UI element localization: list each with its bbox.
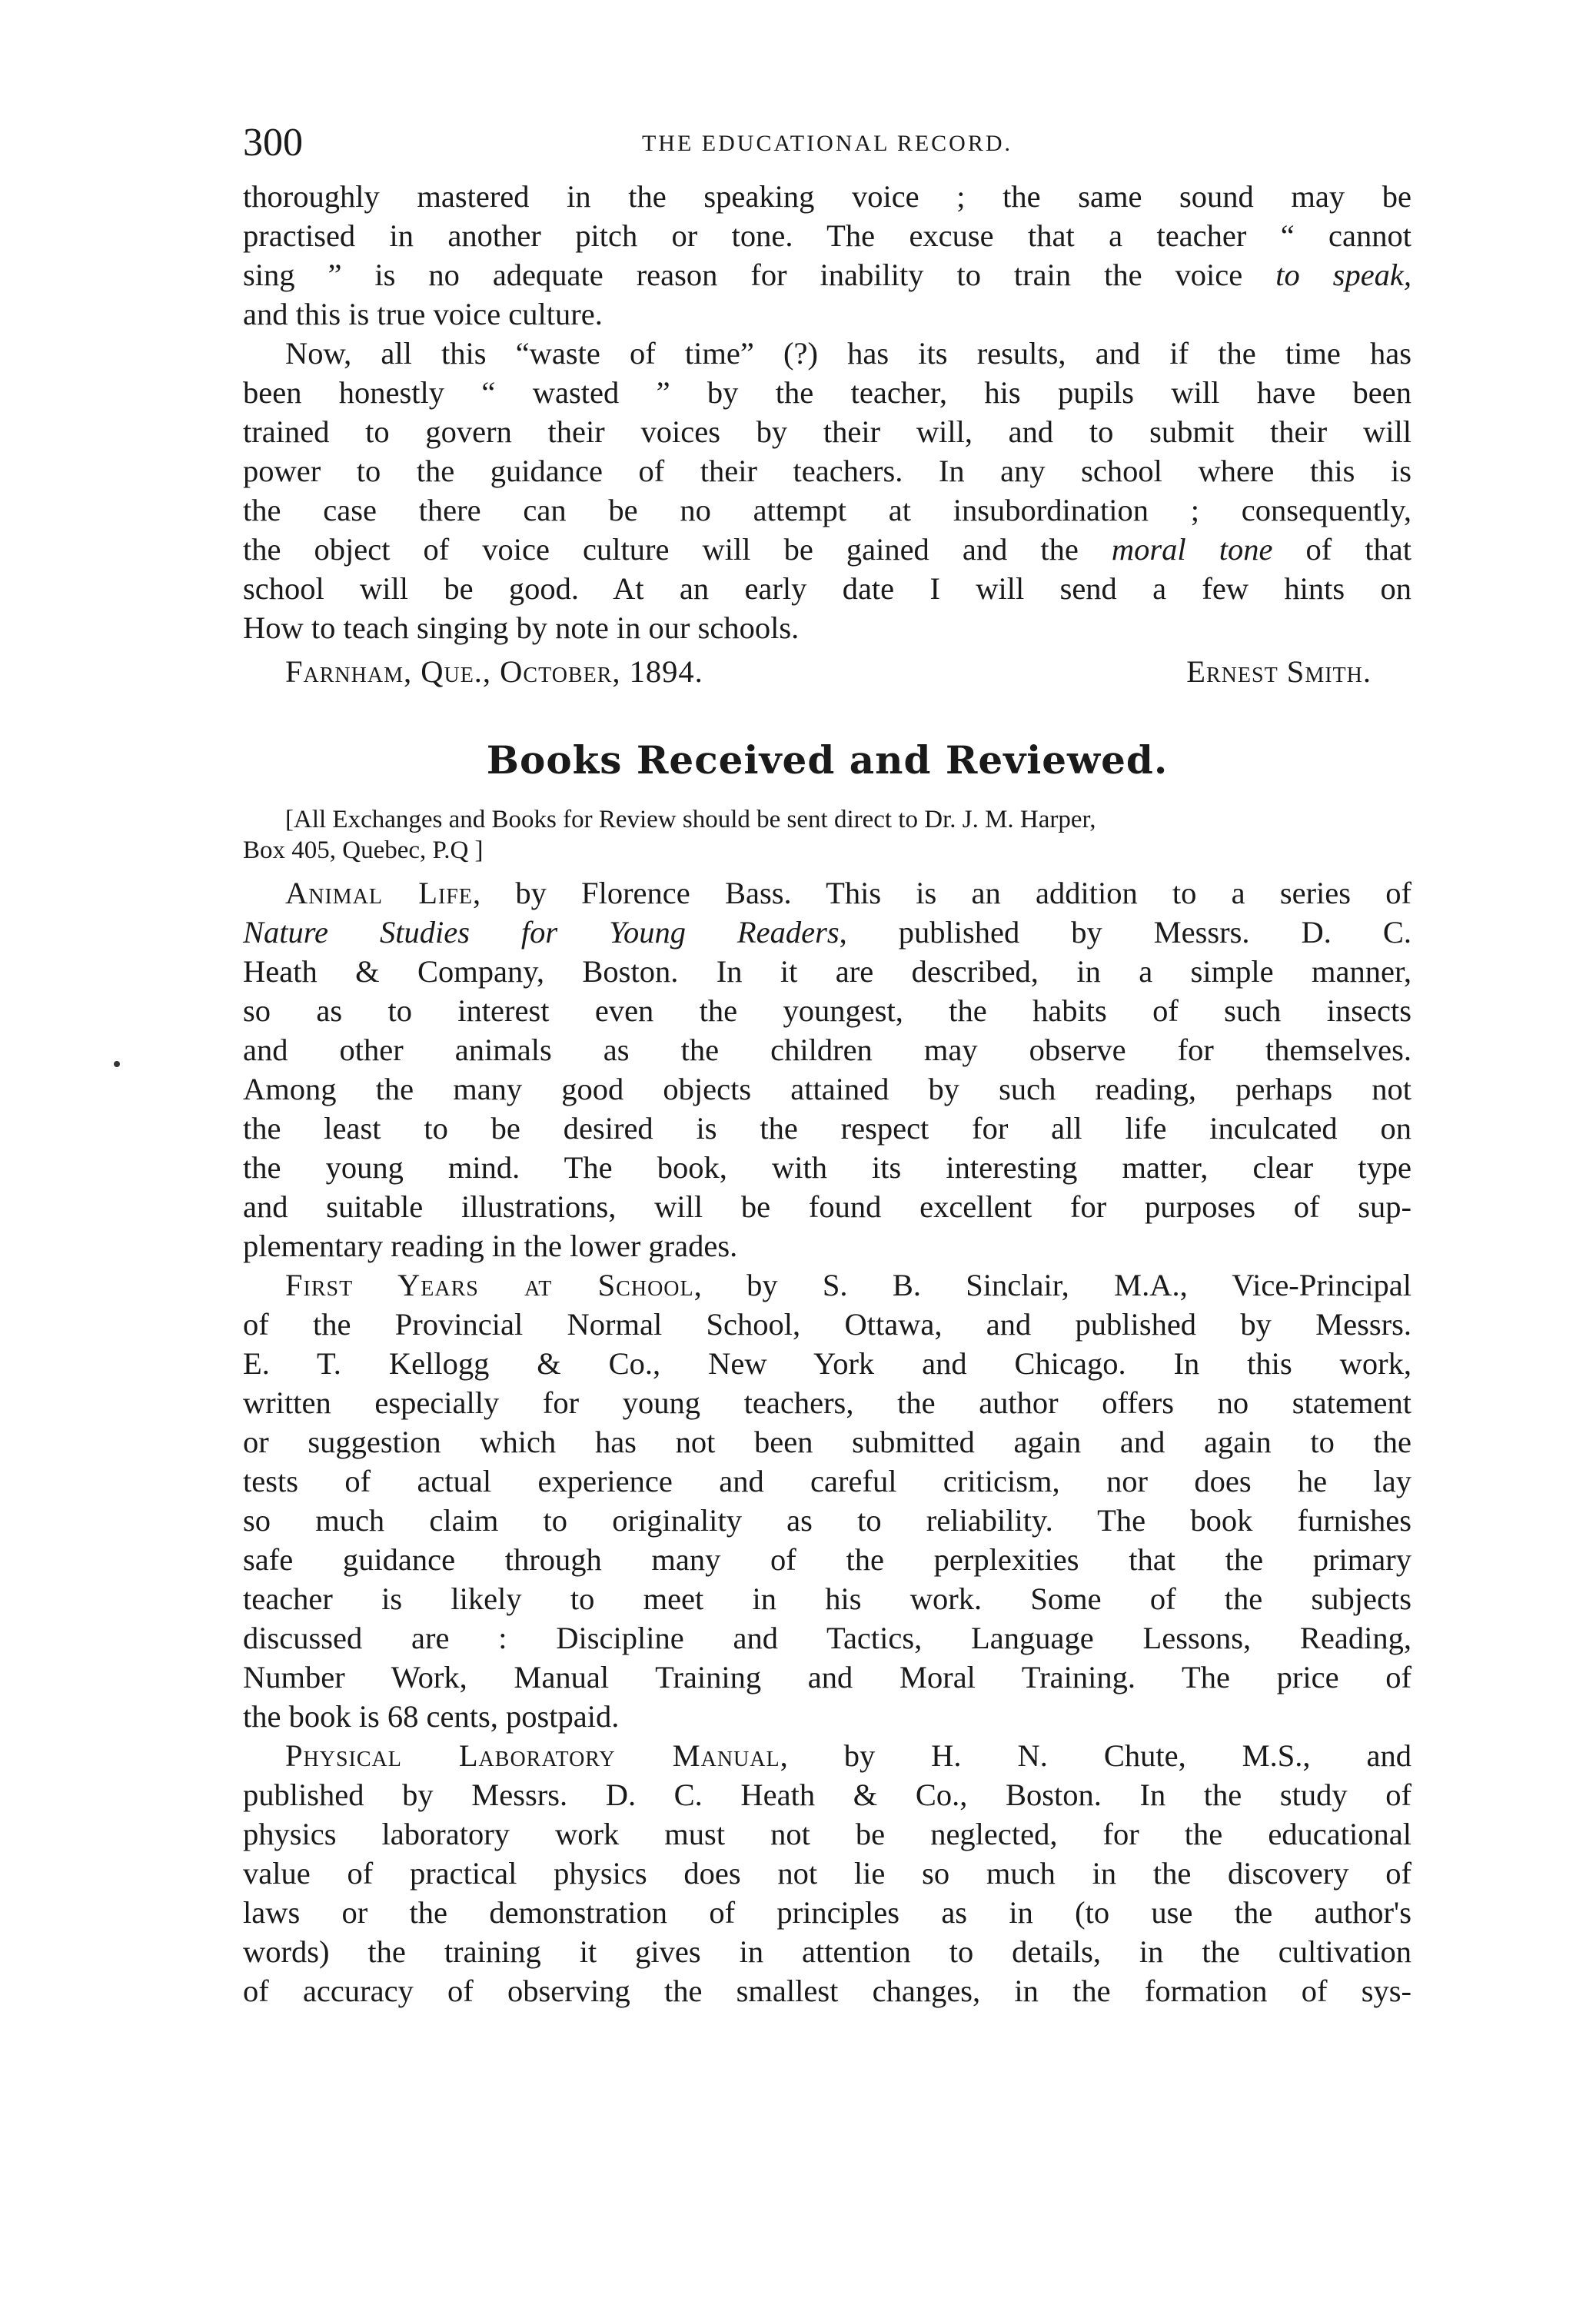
body-line: thoroughly mastered in the speaking voice ; the same sound may be — [243, 179, 1411, 214]
body-line: plementary reading in the lower grades. — [243, 1229, 738, 1263]
review-first-years-at-school — [243, 1265, 1411, 1736]
document-page — [243, 115, 1411, 2010]
notice-line: Box 405, Quebec, P.Q ] — [243, 836, 484, 864]
review-animal-life — [243, 873, 1411, 1265]
body-line: the case there can be no attempt at insubordination ; consequently, — [243, 493, 1411, 527]
submission-notice — [243, 804, 1411, 866]
body-line: so much claim to originality as to reliability. The book furnishes — [243, 1503, 1411, 1538]
body-line: safe guidance through many of the perplexities that the primary — [243, 1542, 1411, 1577]
section-heading: Books Received and Reviewed. — [486, 737, 1169, 783]
series-title: Nature Studies for Young Readers — [243, 915, 840, 949]
body-line: of the Provincial Normal School, Ottawa, and published by Messrs. — [243, 1307, 1411, 1342]
body-line: First Years at School, by S. B. Sinclair, M.A., Vice-Principal — [285, 1268, 1411, 1302]
body-line: Among the many good objects attained by such reading, perhaps not — [243, 1072, 1411, 1106]
body-line: the book is 68 cents, postpaid. — [243, 1699, 620, 1734]
body-line: and other animals as the children may observe for themselves. — [243, 1033, 1411, 1067]
italic-phrase: moral tone — [1111, 532, 1273, 567]
body-line: so as to interest even the youngest, the habits of such insects — [243, 993, 1411, 1028]
review-title: First Years at School — [285, 1268, 694, 1302]
page-number: 300 — [243, 121, 303, 165]
signature-place: Farnham, Que., October, 1894. — [285, 654, 703, 689]
body-line: laws or the demonstration of principles as in (to use the author's — [243, 1895, 1411, 1930]
body-line: and suitable illustrations, will be found excellent for purposes of sup- — [243, 1189, 1411, 1224]
body-line: school will be good. At an early date I will send a few hints on — [243, 571, 1411, 606]
body-line: published by Messrs. D. C. Heath & Co., Boston. In the study of — [243, 1778, 1411, 1812]
body-line: the young mind. The book, with its interesting matter, clear type — [243, 1150, 1411, 1185]
body-line: sing ” is no adequate reason for inability to train the voice to speak, — [243, 258, 1412, 292]
body-line: tests of actual experience and careful criticism, nor does he lay — [243, 1464, 1411, 1498]
body-line: or suggestion which has not been submitted again and again to the — [243, 1425, 1411, 1459]
body-line: Nature Studies for Young Readers, published by Messrs. D. C. — [243, 915, 1412, 949]
body-line: written especially for young teachers, the author offers no statement — [243, 1385, 1411, 1420]
body-line: E. T. Kellogg & Co., New York and Chicago. In this work, — [243, 1346, 1411, 1381]
body-line: Heath & Company, Boston. In it are described, in a simple manner, — [243, 954, 1411, 989]
body-line: and this is true voice culture. — [243, 297, 603, 331]
body-line: How to teach singing by note in our schools. — [243, 610, 800, 645]
body-line: Number Work, Manual Training and Moral Training. The price of — [243, 1660, 1411, 1694]
signature-row — [243, 652, 1411, 695]
notice-line: [All Exchanges and Books for Review should be sent direct to Dr. J. M. Harper, — [285, 806, 1096, 833]
body-line: practised in another pitch or tone. The excuse that a teacher “ cannot — [243, 218, 1411, 253]
body-line: of accuracy of observing the smallest changes, in the formation of sys- — [243, 1974, 1411, 2008]
body-line: power to the guidance of their teachers. In any school where this is — [243, 454, 1411, 488]
ink-speck — [114, 1061, 120, 1067]
body-line: words) the training it gives in attention to details, in the cultivation — [243, 1934, 1411, 1969]
running-head — [243, 115, 1411, 177]
article-continuation — [243, 177, 1411, 695]
body-line: the object of voice culture will be gained and the moral tone of that — [243, 532, 1412, 567]
body-line: Physical Laboratory Manual, by H. N. Chute, M.S., and — [285, 1738, 1411, 1773]
body-line: physics laboratory work must not be neglected, for the educational — [243, 1817, 1411, 1851]
review-title: Animal Life — [285, 876, 473, 910]
body-line: Now, all this “waste of time” (?) has its results, and if the time has — [285, 336, 1411, 371]
review-physical-laboratory-manual — [243, 1736, 1411, 2010]
body-line: teacher is likely to meet in his work. Some of the subjects — [243, 1581, 1411, 1616]
body-line: Animal Life, by Florence Bass. This is an addition to a series of — [285, 876, 1411, 910]
review-title: Physical Laboratory Manual — [285, 1738, 780, 1773]
body-line: discussed are : Discipline and Tactics, Language Lessons, Reading, — [243, 1621, 1411, 1655]
body-line: been honestly “ wasted ” by the teacher, his pupils will have been — [243, 375, 1411, 410]
signature-name: Ernest Smith. — [1186, 654, 1372, 689]
italic-phrase: to speak, — [1275, 258, 1412, 292]
body-line: the least to be desired is the respect for all life inculcated on — [243, 1111, 1411, 1146]
body-line: trained to govern their voices by their will, and to submit their will — [243, 414, 1411, 449]
body-line: value of practical physics does not lie so much in the discovery of — [243, 1856, 1411, 1891]
journal-title: THE EDUCATIONAL RECORD. — [641, 131, 1013, 156]
